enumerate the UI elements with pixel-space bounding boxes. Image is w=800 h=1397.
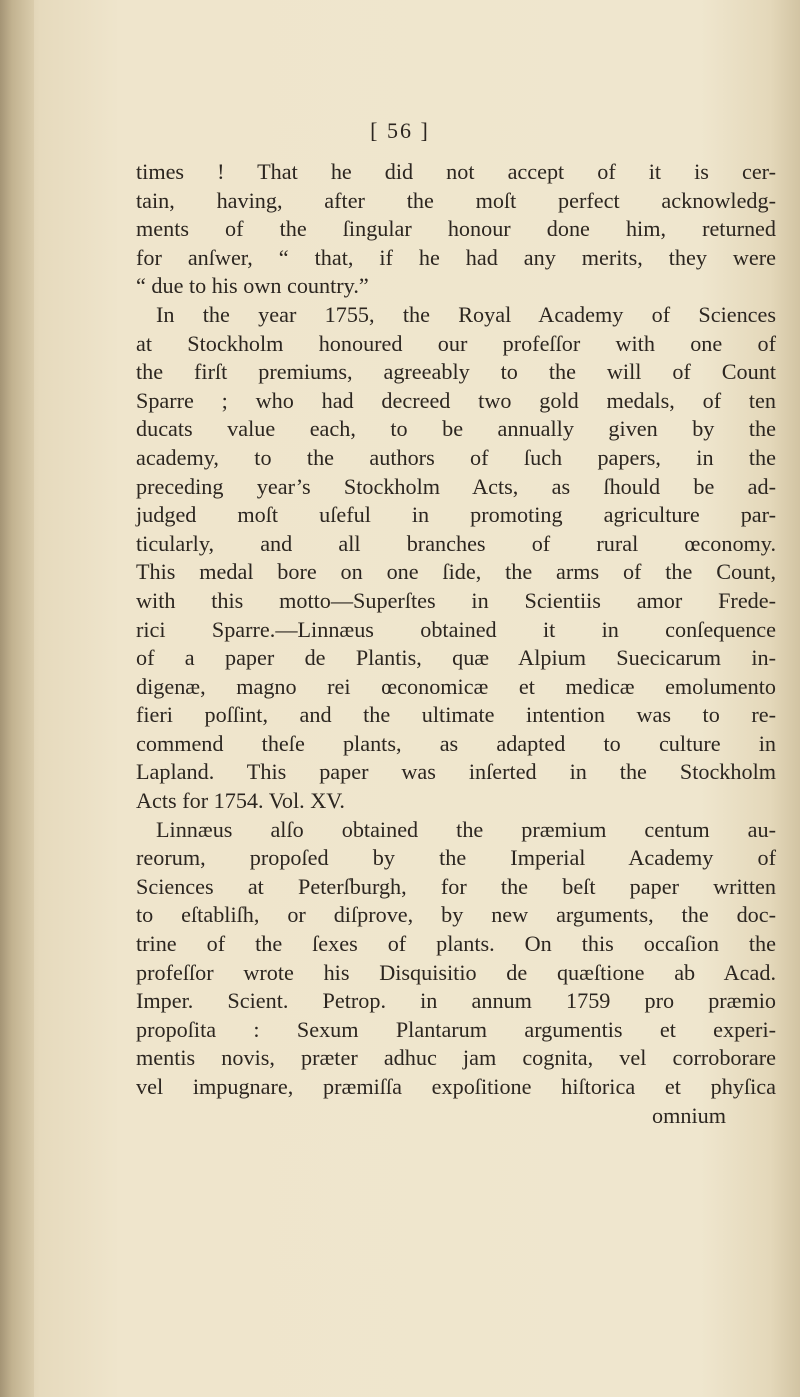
text-line: Sciences at Peterſburgh, for the beſt paper written: [136, 873, 776, 899]
text-line: profeſſor wrote his Disquisitio de quæſtione ab Acad.: [136, 959, 776, 985]
text-line: reorum, propoſed by the Imperial Academy of: [136, 845, 776, 871]
body-text: [136, 158, 776, 1130]
text-line: vel impugnare, præmiſſa expoſitione hiſtorica et phyſica: [136, 1074, 776, 1099]
text-line: to eſtabliſh, or diſprove, by new arguments, the doc-: [136, 902, 776, 928]
text-line: Linnæus alſo obtained the præmium centum au-: [156, 816, 776, 842]
page-number: [ 56 ]: [370, 118, 430, 143]
text-line: judged moſt uſeful in promoting agriculture par-: [136, 502, 776, 528]
text-line: ments of the ſingular honour done him, returned: [136, 216, 776, 242]
text-line: ticularly, and all branches of rural œconomy.: [136, 530, 776, 556]
text-line: Imper. Scient. Petrop. in annum 1759 pro præmio: [136, 988, 776, 1014]
text-line: times ! That he did not accept of it is cer-: [136, 159, 776, 184]
text-line: for anſwer, “ that, if he had any merits, they were: [136, 244, 776, 270]
text-line: Acts for 1754. Vol. XV.: [136, 788, 345, 814]
text-line: In the year 1755, the Royal Academy of Sciences: [156, 301, 776, 327]
text-line: digenæ, magno rei œconomicæ et medicæ emolumento: [136, 673, 776, 699]
text-line: preceding year’s Stockholm Acts, as ſhould be ad-: [136, 473, 776, 499]
text-line: This medal bore on one ſide, the arms of the Count,: [136, 559, 776, 585]
text-line: commend theſe plants, as adapted to culture in: [136, 730, 776, 756]
text-line: “ due to his own country.”: [136, 273, 369, 299]
text-line: propoſita : Sexum Plantarum argumentis et experi-: [136, 1016, 776, 1042]
text-line: of a paper de Plantis, quæ Alpium Suecicarum in-: [136, 645, 776, 671]
text-line: ducats value each, to be annually given by the: [136, 416, 776, 442]
text-line: with this motto—Superſtes in Scientiis amor Frede-: [136, 587, 776, 613]
text-line: tain, having, after the moſt perfect acknowledg-: [136, 187, 776, 213]
text-line: rici Sparre.—Linnæus obtained it in conſequence: [136, 616, 776, 642]
text-line: Sparre ; who had decreed two gold medals, of ten: [136, 387, 776, 413]
text-line: the firſt premiums, agreeably to the will of Count: [136, 359, 776, 385]
text-line: fieri poſſint, and the ultimate intention was to re-: [136, 702, 776, 728]
catchword: omnium: [652, 1102, 726, 1128]
text-line: trine of the ſexes of plants. On this occaſion the: [136, 931, 776, 957]
text-line: Lapland. This paper was inſerted in the Stockholm: [136, 759, 776, 785]
page-binding-shadow: [0, 0, 34, 1397]
text-line: mentis novis, præter adhuc jam cognita, vel corroborare: [136, 1045, 776, 1071]
text-line: academy, to the authors of ſuch papers, in the: [136, 444, 776, 470]
text-line: at Stockholm honoured our profeſſor with one of: [136, 330, 776, 356]
